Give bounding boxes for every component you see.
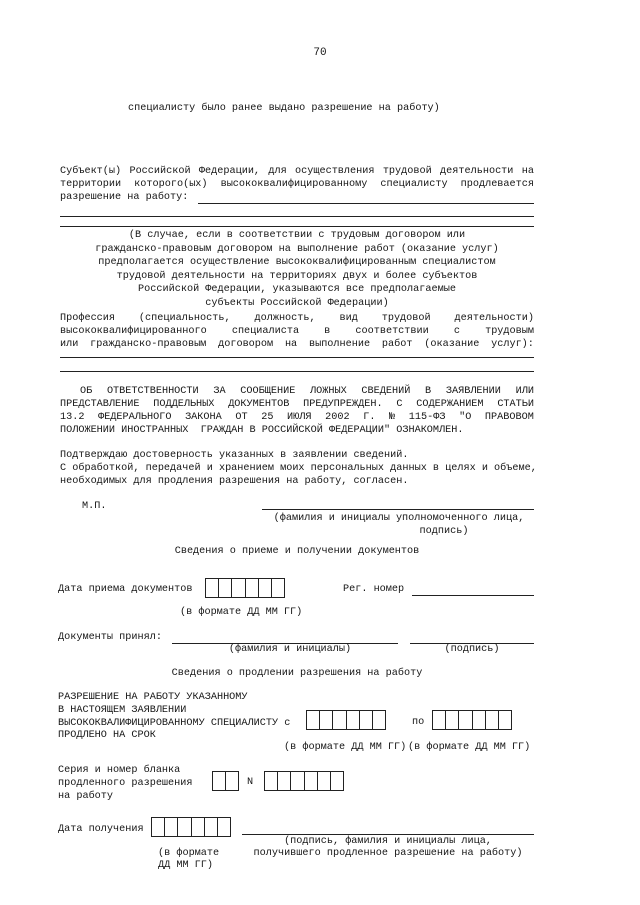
- number-sign: N: [247, 777, 254, 788]
- extension-heading: Сведения о продлении разрешения на работу: [171, 668, 423, 679]
- page-number: 70: [313, 47, 327, 59]
- extension-to-format: (в формате ДД ММ ГГ): [408, 742, 531, 753]
- subjects-line-1: Субъект(ы) Российской Федерации, для осуществления трудовой деятельности на: [60, 166, 534, 177]
- extension-from-boxes[interactable]: [306, 710, 386, 730]
- series-number-label: Серия и номер бланка продленного разрешения на работу: [58, 765, 193, 802]
- accepted-name-caption: (фамилия и инициалы): [228, 644, 352, 655]
- confirm-line-2: С обработкой, передачей и хранением моих персональных данных в целях и объеме,: [60, 463, 537, 474]
- reg-number-label: Рег. номер: [343, 584, 405, 595]
- warning-line-4: ПОЛОЖЕНИИ ИНОСТРАННЫХ ГРАЖДАН В РОССИЙСКОЙ ФЕДЕРАЦИИ" ОЗНАКОМЛЕН.: [60, 425, 464, 436]
- receipt-heading: Сведения о приеме и получении документов: [174, 546, 420, 557]
- series-boxes[interactable]: [212, 771, 239, 791]
- confirm-line-1: Подтверждаю достоверность указанных в заявлении сведений.: [60, 450, 409, 461]
- signature-caption: (фамилия и инициалы уполномоченного лица, подпись): [273, 513, 525, 537]
- profession-fill-line[interactable]: [60, 357, 534, 358]
- confirm-line-3: необходимых для продления разрешения на работу, согласен.: [60, 476, 409, 487]
- subjects-line-2: территории которого(ых) высококвалифицированному специалисту продлевается: [60, 179, 534, 190]
- subjects-fill-line-2[interactable]: [60, 216, 534, 217]
- accepted-by-label: Документы принял:: [58, 632, 162, 643]
- subjects-note: (В случае, если в соответствии с трудовым договором или гражданско-правовым договором на выполнение работ (оказание услуг) предполагается осуществление высококвалифицированным специалистом трудовой деятельности на территориях двух и более субъектов Российской Федерации, указываются все предполагаемые субъекты Российской Федерации): [95, 230, 499, 309]
- profession-line-1: Профессия (специальность, должность, вид трудовой деятельности): [60, 313, 534, 324]
- warning-line-2: ПРЕДСТАВЛЕНИЕ ПОДДЕЛЬНЫХ ДОКУМЕНТОВ ПРЕДУПРЕЖДЕН. С СОДЕРЖАНИЕМ СТАТЬИ: [60, 399, 534, 410]
- continuation-line: специалисту было ранее выдано разрешение на работу): [128, 103, 440, 114]
- extension-to-boxes[interactable]: [432, 710, 512, 730]
- extension-statement: РАЗРЕШЕНИЕ НА РАБОТУ УКАЗАННОМУ В НАСТОЯЩЕМ ЗАЯВЛЕНИИ ВЫСОКОКВАЛИФИЦИРОВАННОМУ СПЕЦИАЛИСТУ с ПРОДЛЕНО НА СРОК: [58, 692, 291, 742]
- signature-line[interactable]: [262, 509, 534, 510]
- recipient-caption: (подпись, фамилия и инициалы лица, получившего продленное разрешение на работу): [253, 836, 523, 860]
- profession-fill-line-2[interactable]: [60, 371, 534, 372]
- receipt-date-label: Дата приема документов: [58, 584, 193, 595]
- warning-line-1: ОБ ОТВЕТСТВЕННОСТИ ЗА СООБЩЕНИЕ ЛОЖНЫХ СВЕДЕНИЙ В ЗАЯВЛЕНИИ ИЛИ: [80, 386, 534, 397]
- profession-line-2: высококвалифицированного специалиста в соответствии с трудовым: [60, 326, 534, 337]
- profession-line-3: или гражданско-правовым договором на выполнение работ (оказание услуг):: [60, 339, 534, 350]
- stamp-label: М.П.: [82, 501, 107, 512]
- blank-number-boxes[interactable]: [264, 771, 344, 791]
- extension-to-label: по: [412, 717, 425, 728]
- receipt-date-label-2: Дата получения: [58, 824, 144, 835]
- extension-from-format: (в формате ДД ММ ГГ): [284, 742, 407, 753]
- accepted-sign-caption: (подпись): [444, 644, 500, 655]
- reg-number-field[interactable]: [412, 595, 534, 596]
- receipt-date-boxes[interactable]: [205, 578, 285, 598]
- receipt-date-boxes-2[interactable]: [151, 817, 231, 837]
- receipt-date-format: (в формате ДД ММ ГГ): [180, 607, 303, 618]
- recipient-signature-line[interactable]: [242, 834, 534, 835]
- subjects-fill-line-3[interactable]: [60, 226, 534, 227]
- subjects-fill-line[interactable]: [198, 203, 534, 204]
- receipt-date-format-2: (в формате ДД ММ ГГ): [158, 848, 220, 872]
- subjects-line-3: разрешение на работу:: [60, 192, 189, 203]
- warning-line-3: 13.2 ФЕДЕРАЛЬНОГО ЗАКОНА ОТ 25 ИЮЛЯ 2002 Г. № 115-ФЗ "О ПРАВОВОМ: [60, 412, 534, 423]
